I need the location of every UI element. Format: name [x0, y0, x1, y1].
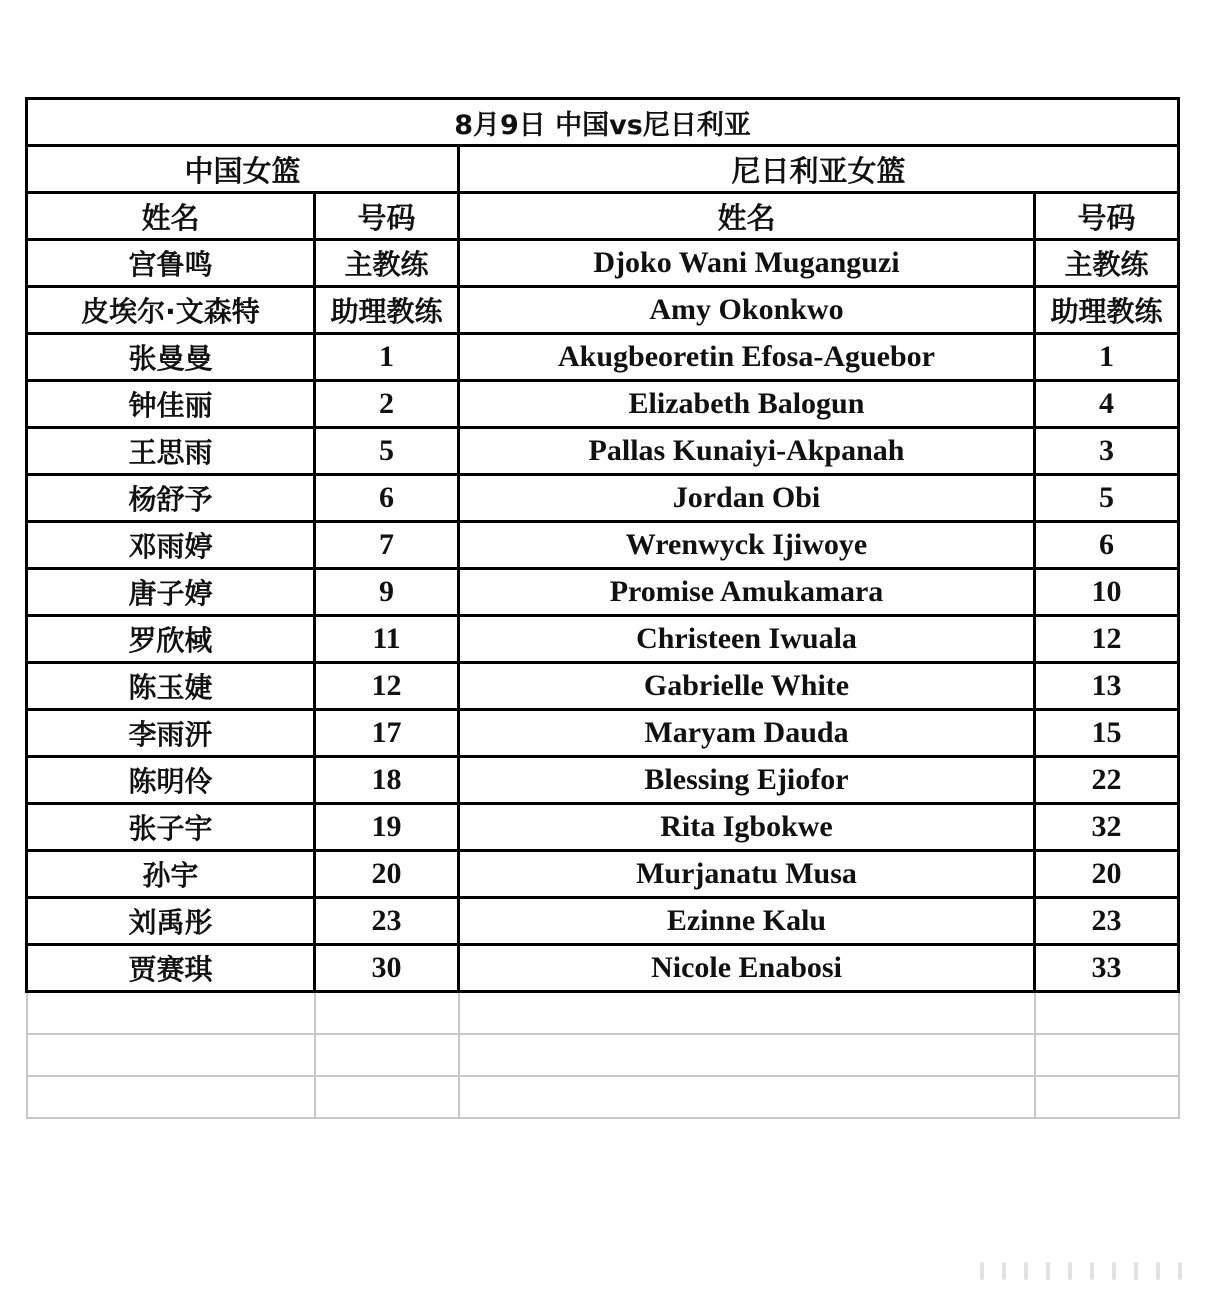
- away-player-number: 助理教练: [1035, 287, 1179, 334]
- table-row: [27, 898, 1179, 945]
- home-player-name: 唐子婷: [27, 569, 315, 616]
- away-player-name: Rita Igbokwe: [459, 804, 1035, 851]
- table-row: [27, 381, 1179, 428]
- home-player-name: 宫鲁鸣: [27, 240, 315, 287]
- away-player-number: 4: [1035, 381, 1179, 428]
- away-number-header: 号码: [1035, 193, 1179, 240]
- empty-cell: [27, 992, 315, 1035]
- away-player-number: 5: [1035, 475, 1179, 522]
- home-player-number: 20: [315, 851, 459, 898]
- home-player-number: 6: [315, 475, 459, 522]
- away-player-number: 10: [1035, 569, 1179, 616]
- empty-row: [27, 992, 1179, 1035]
- away-team-name: 尼日利亚女篮: [459, 146, 1179, 193]
- home-player-name: 张子宇: [27, 804, 315, 851]
- home-player-name: 李雨汧: [27, 710, 315, 757]
- empty-cell: [27, 1076, 315, 1118]
- empty-cell: [315, 1034, 459, 1076]
- home-player-number: 2: [315, 381, 459, 428]
- roster-table: [25, 97, 1180, 1119]
- away-player-name: Ezinne Kalu: [459, 898, 1035, 945]
- table-row: [27, 851, 1179, 898]
- home-player-number: 5: [315, 428, 459, 475]
- home-player-number: 1: [315, 334, 459, 381]
- table-row: [27, 804, 1179, 851]
- table-row: [27, 334, 1179, 381]
- home-team-name: 中国女篮: [27, 146, 459, 193]
- home-player-number: 助理教练: [315, 287, 459, 334]
- home-player-number: 7: [315, 522, 459, 569]
- away-player-number: 主教练: [1035, 240, 1179, 287]
- away-player-number: 23: [1035, 898, 1179, 945]
- away-player-name: Maryam Dauda: [459, 710, 1035, 757]
- away-player-number: 1: [1035, 334, 1179, 381]
- home-player-number: 11: [315, 616, 459, 663]
- away-player-number: 33: [1035, 945, 1179, 992]
- table-row: [27, 428, 1179, 475]
- match-title: 8月9日 中国vs尼日利亚: [27, 99, 1179, 146]
- home-player-number: 17: [315, 710, 459, 757]
- table-row: [27, 616, 1179, 663]
- away-player-number: 12: [1035, 616, 1179, 663]
- roster-body: [27, 99, 1179, 1119]
- home-player-name: 贾赛琪: [27, 945, 315, 992]
- empty-cell: [1035, 992, 1179, 1035]
- empty-cell: [459, 1076, 1035, 1118]
- away-player-number: 3: [1035, 428, 1179, 475]
- team-row: [27, 146, 1179, 193]
- home-player-number: 9: [315, 569, 459, 616]
- table-row: [27, 240, 1179, 287]
- empty-cell: [315, 1076, 459, 1118]
- table-row: [27, 757, 1179, 804]
- away-player-name: Akugbeoretin Efosa-Aguebor: [459, 334, 1035, 381]
- away-player-name: Wrenwyck Ijiwoye: [459, 522, 1035, 569]
- empty-cell: [27, 1034, 315, 1076]
- away-player-number: 6: [1035, 522, 1179, 569]
- away-player-name: Promise Amukamara: [459, 569, 1035, 616]
- home-player-name: 皮埃尔·文森特: [27, 287, 315, 334]
- away-player-number: 20: [1035, 851, 1179, 898]
- home-player-name: 王思雨: [27, 428, 315, 475]
- home-player-number: 23: [315, 898, 459, 945]
- home-player-name: 孙宇: [27, 851, 315, 898]
- home-player-name: 陈玉婕: [27, 663, 315, 710]
- table-row: [27, 663, 1179, 710]
- home-name-header: 姓名: [27, 193, 315, 240]
- away-name-header: 姓名: [459, 193, 1035, 240]
- home-player-number: 19: [315, 804, 459, 851]
- empty-cell: [1035, 1076, 1179, 1118]
- home-player-name: 陈明伶: [27, 757, 315, 804]
- away-player-number: 15: [1035, 710, 1179, 757]
- table-row: [27, 569, 1179, 616]
- home-player-number: 30: [315, 945, 459, 992]
- title-row: [27, 99, 1179, 146]
- column-header-row: [27, 193, 1179, 240]
- empty-cell: [315, 992, 459, 1035]
- home-player-name: 邓雨婷: [27, 522, 315, 569]
- empty-cell: [459, 1034, 1035, 1076]
- home-player-name: 钟佳丽: [27, 381, 315, 428]
- home-number-header: 号码: [315, 193, 459, 240]
- away-player-name: Blessing Ejiofor: [459, 757, 1035, 804]
- home-player-number: 主教练: [315, 240, 459, 287]
- empty-row: [27, 1034, 1179, 1076]
- home-player-name: 张曼曼: [27, 334, 315, 381]
- away-player-name: Gabrielle White: [459, 663, 1035, 710]
- home-player-name: 罗欣棫: [27, 616, 315, 663]
- home-player-number: 12: [315, 663, 459, 710]
- table-row: [27, 945, 1179, 992]
- empty-cell: [459, 992, 1035, 1035]
- away-player-name: Elizabeth Balogun: [459, 381, 1035, 428]
- table-row: [27, 287, 1179, 334]
- away-player-name: Pallas Kunaiyi-Akpanah: [459, 428, 1035, 475]
- empty-cell: [1035, 1034, 1179, 1076]
- away-player-name: Christeen Iwuala: [459, 616, 1035, 663]
- away-player-name: Jordan Obi: [459, 475, 1035, 522]
- table-row: [27, 710, 1179, 757]
- home-player-number: 18: [315, 757, 459, 804]
- away-player-name: Amy Okonkwo: [459, 287, 1035, 334]
- away-player-name: Djoko Wani Muganguzi: [459, 240, 1035, 287]
- away-player-number: 22: [1035, 757, 1179, 804]
- away-player-name: Nicole Enabosi: [459, 945, 1035, 992]
- away-player-name: Murjanatu Musa: [459, 851, 1035, 898]
- table-row: [27, 475, 1179, 522]
- table-row: [27, 522, 1179, 569]
- away-player-number: 13: [1035, 663, 1179, 710]
- away-player-number: 32: [1035, 804, 1179, 851]
- home-player-name: 刘禹彤: [27, 898, 315, 945]
- home-player-name: 杨舒予: [27, 475, 315, 522]
- watermark: [980, 1262, 1195, 1282]
- empty-row: [27, 1076, 1179, 1118]
